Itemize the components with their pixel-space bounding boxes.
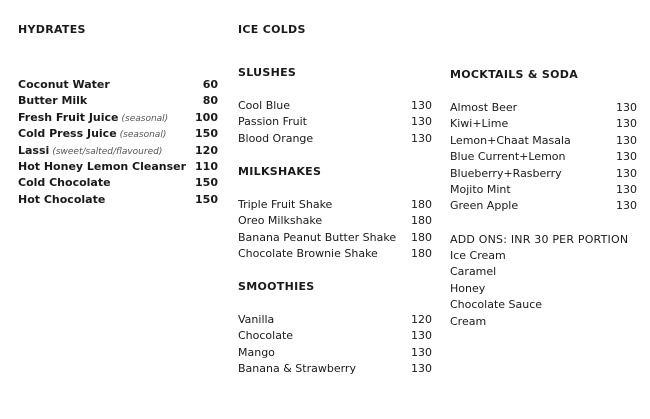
item-name: Hot Honey Lemon Cleanser [18,159,187,173]
menu-item [450,248,637,264]
menu-item [238,345,432,361]
item-price: 130 [616,150,637,164]
item-name-wrap [238,197,332,213]
mocktails-heading: MOCKTAILS & SODA [450,68,579,81]
menu-item [238,361,432,377]
item-name-wrap [238,131,313,147]
menu-item [238,213,432,229]
item-name-wrap [18,192,105,208]
item-name: Green Apple [450,199,519,213]
item-price: 60 [202,78,218,91]
item-price: 180 [411,247,432,261]
menu-item [450,281,637,297]
item-name-wrap [450,133,571,149]
item-name-wrap [18,126,166,142]
item-name: Lassi [18,143,50,157]
item-name: Triple Fruit Shake [238,198,333,211]
item-name: Hot Chocolate [18,192,106,206]
menu-item [18,192,218,208]
item-name: Caramel [450,265,497,279]
item-price: 130 [616,101,637,114]
item-name: Coconut Water [18,78,110,91]
menu-item [238,328,432,344]
add-ons-heading: ADD ONS: INR 30 PER PORTION [450,233,629,246]
milkshakes-list [238,197,432,263]
item-price: 130 [411,329,432,343]
menu-item [450,149,637,165]
item-price: 110 [195,159,218,173]
item-price: 130 [616,166,637,180]
menu-item [450,100,637,116]
item-price: 180 [411,214,432,228]
item-price: 180 [411,230,432,244]
menu-item [18,110,218,126]
item-name-wrap [238,246,378,262]
item-name: Butter Milk [18,94,88,108]
item-name: Blueberry+Rasberry [450,166,562,180]
item-name-wrap [450,182,511,198]
milkshakes-heading: MILKSHAKES [238,165,322,178]
item-name: Blue Current+Lemon [450,150,566,164]
menu-item [18,93,218,109]
menu-item [238,131,432,147]
menu-item [450,166,637,182]
item-name-wrap [450,281,485,297]
smoothies-list [238,312,432,378]
item-name: Cold Press Juice [18,127,117,141]
menu-item [18,126,218,142]
item-price: 150 [195,192,218,206]
menu-item [238,98,432,114]
item-name: Lemon+Chaat Masala [450,133,571,147]
item-price: 100 [195,110,218,124]
slushes-heading: SLUSHES [238,66,297,79]
item-name: Fresh Fruit Juice [18,110,119,124]
item-name: Honey [450,281,486,295]
item-name-wrap [450,297,542,313]
item-name: Chocolate Brownie Shake [238,247,378,261]
ice-colds-heading: ICE COLDS [238,23,306,36]
add-ons-list [450,248,637,330]
item-price: 130 [411,115,432,129]
item-name: Banana Peanut Butter Shake [238,230,397,244]
item-price: 120 [411,313,432,326]
item-name: Cool Blue [238,99,291,112]
item-note: (seasonal) [119,130,167,141]
item-name-wrap [238,213,322,229]
item-name: Mojito Mint [450,182,511,196]
item-name-wrap [238,114,307,130]
menu-item [18,175,218,191]
item-name: Cream [450,314,487,328]
item-price: 130 [411,362,432,376]
item-name: Ice Cream [450,249,506,262]
hydrates-heading: HYDRATES [18,23,86,36]
menu-item [18,159,218,175]
menu-item [238,114,432,130]
item-name-wrap [18,143,162,159]
menu-item [450,198,637,214]
item-name-wrap [450,166,562,182]
item-name: Vanilla [238,313,275,326]
item-price: 130 [411,345,432,359]
item-name: Chocolate Sauce [450,298,543,312]
menu-item [18,143,218,159]
item-name-wrap [238,312,274,328]
item-name-wrap [450,314,486,330]
menu-item [238,230,432,246]
item-note: (sweet/salted/flavoured) [52,146,163,157]
hydrates-list [18,77,218,208]
menu-item [450,133,637,149]
item-name-wrap [238,361,356,377]
item-price: 150 [195,127,218,141]
item-name-wrap [450,100,517,116]
menu-item [450,314,637,330]
item-name-wrap [450,149,566,165]
item-name: Chocolate [238,329,294,343]
item-name: Passion Fruit [238,115,307,129]
item-price: 150 [195,176,218,190]
item-price: 130 [616,182,637,196]
smoothies-heading: SMOOTHIES [238,280,315,293]
item-name-wrap [450,264,496,280]
item-name-wrap [238,230,396,246]
item-price: 130 [616,199,637,213]
menu-item [238,312,432,328]
item-note: (seasonal) [121,113,169,124]
menu-item [450,182,637,198]
item-name: Oreo Milkshake [238,214,323,228]
item-name: Kiwi+Lime [450,117,509,131]
menu-item [450,297,637,313]
mocktails-list [450,100,637,215]
item-name: Almost Beer [450,101,518,114]
menu-item [238,197,432,213]
item-name-wrap [18,159,186,175]
item-name: Mango [238,345,275,359]
item-name: Banana & Strawberry [238,362,356,376]
item-price: 120 [195,143,218,157]
item-price: 130 [616,133,637,147]
menu-item [18,77,218,93]
item-name-wrap [450,248,506,264]
item-name-wrap [18,175,111,191]
slushes-list [238,98,432,147]
item-name-wrap [18,77,110,93]
item-price: 80 [202,94,218,108]
item-name: Blood Orange [238,131,314,145]
menu-item [238,246,432,262]
item-name-wrap [450,116,508,132]
item-name-wrap [18,93,87,109]
item-name-wrap [18,110,168,126]
item-name: Cold Chocolate [18,176,111,190]
item-price: 180 [411,198,432,211]
item-price: 130 [411,131,432,145]
menu-item [450,116,637,132]
menu-item [450,264,637,280]
item-name-wrap [450,198,518,214]
item-name-wrap [238,345,275,361]
item-price: 130 [616,117,637,131]
item-name-wrap [238,98,290,114]
item-name-wrap [238,328,293,344]
item-price: 130 [411,99,432,112]
